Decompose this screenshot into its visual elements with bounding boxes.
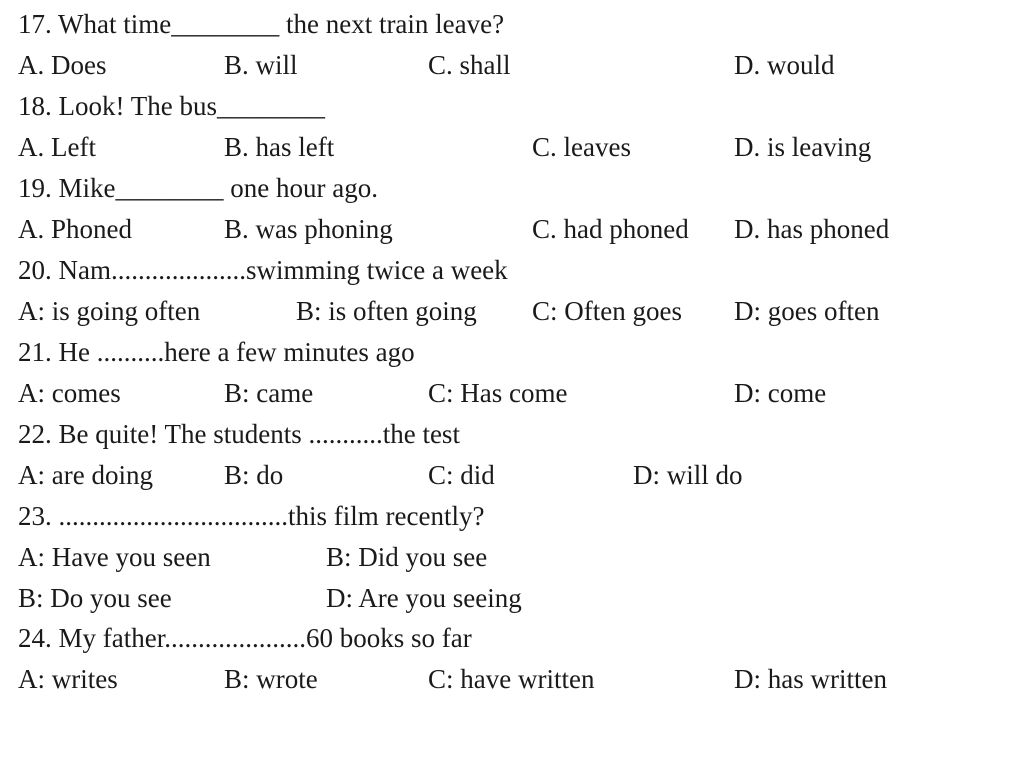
option-c: C. had phoned (532, 214, 689, 244)
option-a: A. Phoned (18, 214, 132, 244)
option-b: B: do (224, 460, 284, 490)
option-a: A: are doing (18, 460, 153, 490)
question-18-stem (0, 86, 1024, 126)
option-d: D: come (734, 378, 827, 408)
option-d: D. has phoned (734, 214, 890, 244)
question-text: 22. Be quite! The students ...........the test (18, 419, 460, 449)
question-23-options-row-1 (0, 537, 1024, 577)
question-24-options (0, 659, 1024, 699)
option-b: B: came (224, 378, 314, 408)
question-23-stem (0, 496, 1024, 536)
question-text: 21. He ..........here a few minutes ago (18, 337, 415, 367)
option-c: B: Do you see (18, 583, 172, 613)
question-text: 17. What time________ the next train leave? (18, 9, 505, 39)
question-20-options (0, 291, 1024, 331)
question-17-stem (0, 4, 1024, 44)
question-22-stem (0, 414, 1024, 454)
question-19-stem (0, 168, 1024, 208)
option-d: D: will do (633, 460, 743, 490)
question-21-stem (0, 332, 1024, 372)
option-b: B. was phoning (224, 214, 393, 244)
option-c: C. leaves (532, 132, 631, 162)
question-23-options-row-2 (0, 578, 1024, 618)
option-a: A: writes (18, 664, 118, 694)
option-b: B. has left (224, 132, 335, 162)
option-a: A. Does (18, 50, 107, 80)
option-d: D. is leaving (734, 132, 872, 162)
option-c: C: Often goes (532, 296, 682, 326)
option-c: C: Has come (428, 378, 568, 408)
question-22-options (0, 455, 1024, 495)
question-text: 24. My father.....................60 books so far (18, 623, 472, 653)
option-d: D: Are you seeing (326, 583, 522, 613)
option-b: B: Did you see (326, 542, 488, 572)
question-19-options (0, 209, 1024, 249)
question-24-stem (0, 618, 1024, 658)
option-a: A: comes (18, 378, 121, 408)
option-d: D: has written (734, 664, 887, 694)
option-c: C: did (428, 460, 495, 490)
option-d: D: goes often (734, 296, 880, 326)
option-c: C: have written (428, 664, 595, 694)
question-text: 23. ..................................this film recently? (18, 501, 485, 531)
option-a: A: Have you seen (18, 542, 211, 572)
option-a: A. Left (18, 132, 96, 162)
question-text: 18. Look! The bus________ (18, 91, 325, 121)
option-b: B: wrote (224, 664, 318, 694)
question-18-options (0, 127, 1024, 167)
option-b: B. will (224, 50, 298, 80)
question-20-stem (0, 250, 1024, 290)
question-17-options (0, 45, 1024, 85)
question-text: 20. Nam....................swimming twice a week (18, 255, 508, 285)
option-c: C. shall (428, 50, 511, 80)
option-a: A: is going often (18, 296, 201, 326)
question-21-options (0, 373, 1024, 413)
option-d: D. would (734, 50, 835, 80)
question-text: 19. Mike________ one hour ago. (18, 173, 378, 203)
option-b: B: is often going (296, 296, 477, 326)
